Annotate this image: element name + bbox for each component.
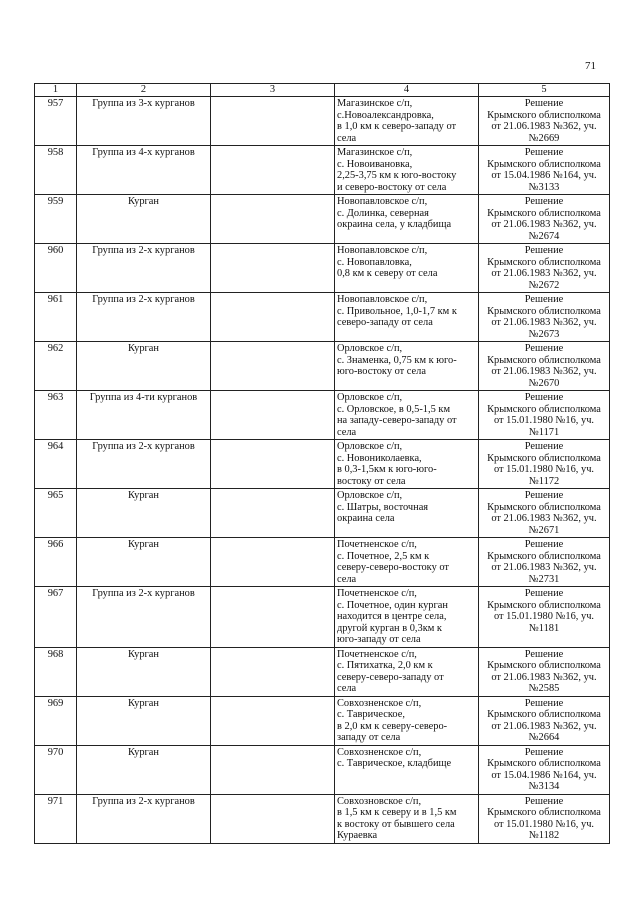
- monument-name-cell: Курган: [77, 489, 211, 538]
- table-row: [35, 696, 610, 745]
- decision-cell: Решение Крымского облисполкома от 21.06.1983 №362, уч.№2585: [479, 647, 610, 696]
- monument-name-cell: Группа из 2-х курганов: [77, 440, 211, 489]
- decision-cell: Решение Крымского облисполкома от 15.04.1986 №164, уч.№3133: [479, 146, 610, 195]
- table-row: [35, 647, 610, 696]
- decision-cell: Решение Крымского облисполкома от 15.01.1980 №16, уч.№1181: [479, 587, 610, 648]
- empty-column-cell: [211, 293, 335, 342]
- monument-name-cell: Курган: [77, 745, 211, 794]
- location-cell: Почетненское с/п, с. Пятихатка, 2,0 км к северу-северо-западу от села: [335, 647, 479, 696]
- decision-cell: Решение Крымского облисполкома от 21.06.1983 №362, уч.№2673: [479, 293, 610, 342]
- empty-column-cell: [211, 538, 335, 587]
- decision-cell: Решение Крымского облисполкома от 21.06.1983 №362, уч.№2731: [479, 538, 610, 587]
- row-number-cell: 957: [35, 97, 77, 146]
- table-row: [35, 440, 610, 489]
- monument-name-cell: Курган: [77, 647, 211, 696]
- location-cell: Новопавловское с/п, с. Привольное, 1,0-1,7 км к северо-западу от села: [335, 293, 479, 342]
- table-header-row: [35, 84, 610, 97]
- row-number-cell: 966: [35, 538, 77, 587]
- monument-name-cell: Группа из 2-х курганов: [77, 293, 211, 342]
- monument-name-cell: Группа из 4-х курганов: [77, 146, 211, 195]
- decision-cell: Решение Крымского облисполкома от 15.04.1986 №164, уч.№3134: [479, 745, 610, 794]
- row-number-cell: 959: [35, 195, 77, 244]
- table-row: [35, 342, 610, 391]
- empty-column-cell: [211, 794, 335, 843]
- monuments-table: [34, 83, 610, 844]
- row-number-cell: 961: [35, 293, 77, 342]
- table-row: [35, 489, 610, 538]
- empty-column-cell: [211, 391, 335, 440]
- location-cell: Новопавловское с/п, с. Долинка, северная окраина села, у кладбища: [335, 195, 479, 244]
- empty-column-cell: [211, 244, 335, 293]
- monument-name-cell: Группа из 4-ти курганов: [77, 391, 211, 440]
- location-cell: Магазинское с/п, с. Новоивановка, 2,25-3,75 км к юго-востоку и северо-востоку от села: [335, 146, 479, 195]
- empty-column-cell: [211, 195, 335, 244]
- decision-cell: Решение Крымского облисполкома от 15.01.1980 №16, уч.№1182: [479, 794, 610, 843]
- table-row: [35, 538, 610, 587]
- table-row: [35, 794, 610, 843]
- empty-column-cell: [211, 647, 335, 696]
- location-cell: Орловское с/п, с. Новониколаевка, в 0,3-1,5км к юго-юго- востоку от села: [335, 440, 479, 489]
- table-row: [35, 146, 610, 195]
- decision-cell: Решение Крымского облисполкома от 21.06.1983 №362, уч.№2672: [479, 244, 610, 293]
- header-col-1: 1: [35, 84, 77, 97]
- header-col-5: 5: [479, 84, 610, 97]
- table-row: [35, 745, 610, 794]
- location-cell: Магазинское с/п, с.Новоалександровка, в 1,0 км к северо-западу от села: [335, 97, 479, 146]
- header-col-2: 2: [77, 84, 211, 97]
- row-number-cell: 960: [35, 244, 77, 293]
- empty-column-cell: [211, 97, 335, 146]
- page-number: 71: [585, 60, 596, 72]
- decision-cell: Решение Крымского облисполкома от 21.06.1983 №362, уч.№2664: [479, 696, 610, 745]
- row-number-cell: 970: [35, 745, 77, 794]
- monument-name-cell: Группа из 2-х курганов: [77, 794, 211, 843]
- location-cell: Совхозновское с/п, в 1,5 км к северу и в 1,5 км к востоку от бывшего села Кураевка: [335, 794, 479, 843]
- row-number-cell: 968: [35, 647, 77, 696]
- location-cell: Орловское с/п, с. Орловское, в 0,5-1,5 км на западу-северо-западу от села: [335, 391, 479, 440]
- monument-name-cell: Курган: [77, 538, 211, 587]
- location-cell: Орловское с/п, с. Шатры, восточная окраина села: [335, 489, 479, 538]
- table-row: [35, 293, 610, 342]
- table-row: [35, 244, 610, 293]
- empty-column-cell: [211, 696, 335, 745]
- monument-name-cell: Курган: [77, 342, 211, 391]
- empty-column-cell: [211, 489, 335, 538]
- empty-column-cell: [211, 342, 335, 391]
- row-number-cell: 971: [35, 794, 77, 843]
- row-number-cell: 958: [35, 146, 77, 195]
- table-row: [35, 391, 610, 440]
- monument-name-cell: Группа из 2-х курганов: [77, 587, 211, 648]
- row-number-cell: 965: [35, 489, 77, 538]
- location-cell: Почетненское с/п, с. Почетное, один курган находится в центре села, другой курган в 0,3км к юго-западу от села: [335, 587, 479, 648]
- header-col-3: 3: [211, 84, 335, 97]
- decision-cell: Решение Крымского облисполкома от 15.01.1980 №16, уч.№1171: [479, 391, 610, 440]
- location-cell: Почетненское с/п, с. Почетное, 2,5 км к северу-северо-востоку от села: [335, 538, 479, 587]
- empty-column-cell: [211, 146, 335, 195]
- empty-column-cell: [211, 587, 335, 648]
- row-number-cell: 964: [35, 440, 77, 489]
- monument-name-cell: Группа из 2-х курганов: [77, 244, 211, 293]
- location-cell: Орловское с/п, с. Знаменка, 0,75 км к юго- юго-востоку от села: [335, 342, 479, 391]
- row-number-cell: 963: [35, 391, 77, 440]
- header-col-4: 4: [335, 84, 479, 97]
- row-number-cell: 962: [35, 342, 77, 391]
- table-row: [35, 97, 610, 146]
- decision-cell: Решение Крымского облисполкома от 21.06.1983 №362, уч.№2671: [479, 489, 610, 538]
- monument-name-cell: Курган: [77, 696, 211, 745]
- table-row: [35, 587, 610, 648]
- row-number-cell: 969: [35, 696, 77, 745]
- empty-column-cell: [211, 440, 335, 489]
- decision-cell: Решение Крымского облисполкома от 15.01.1980 №16, уч.№1172: [479, 440, 610, 489]
- monument-name-cell: Группа из 3-х курганов: [77, 97, 211, 146]
- decision-cell: Решение Крымского облисполкома от 21.06.1983 №362, уч.№2670: [479, 342, 610, 391]
- location-cell: Совхозненское с/п, с. Таврическое, в 2,0 км к северу-северо- западу от села: [335, 696, 479, 745]
- table-row: [35, 195, 610, 244]
- empty-column-cell: [211, 745, 335, 794]
- decision-cell: Решение Крымского облисполкома от 21.06.1983 №362, уч.№2674: [479, 195, 610, 244]
- location-cell: Совхозненское с/п, с. Таврическое, кладбище: [335, 745, 479, 794]
- monument-name-cell: Курган: [77, 195, 211, 244]
- location-cell: Новопавловское с/п, с. Новопавловка, 0,8 км к северу от села: [335, 244, 479, 293]
- decision-cell: Решение Крымского облисполкома от 21.06.1983 №362, уч.№2669: [479, 97, 610, 146]
- row-number-cell: 967: [35, 587, 77, 648]
